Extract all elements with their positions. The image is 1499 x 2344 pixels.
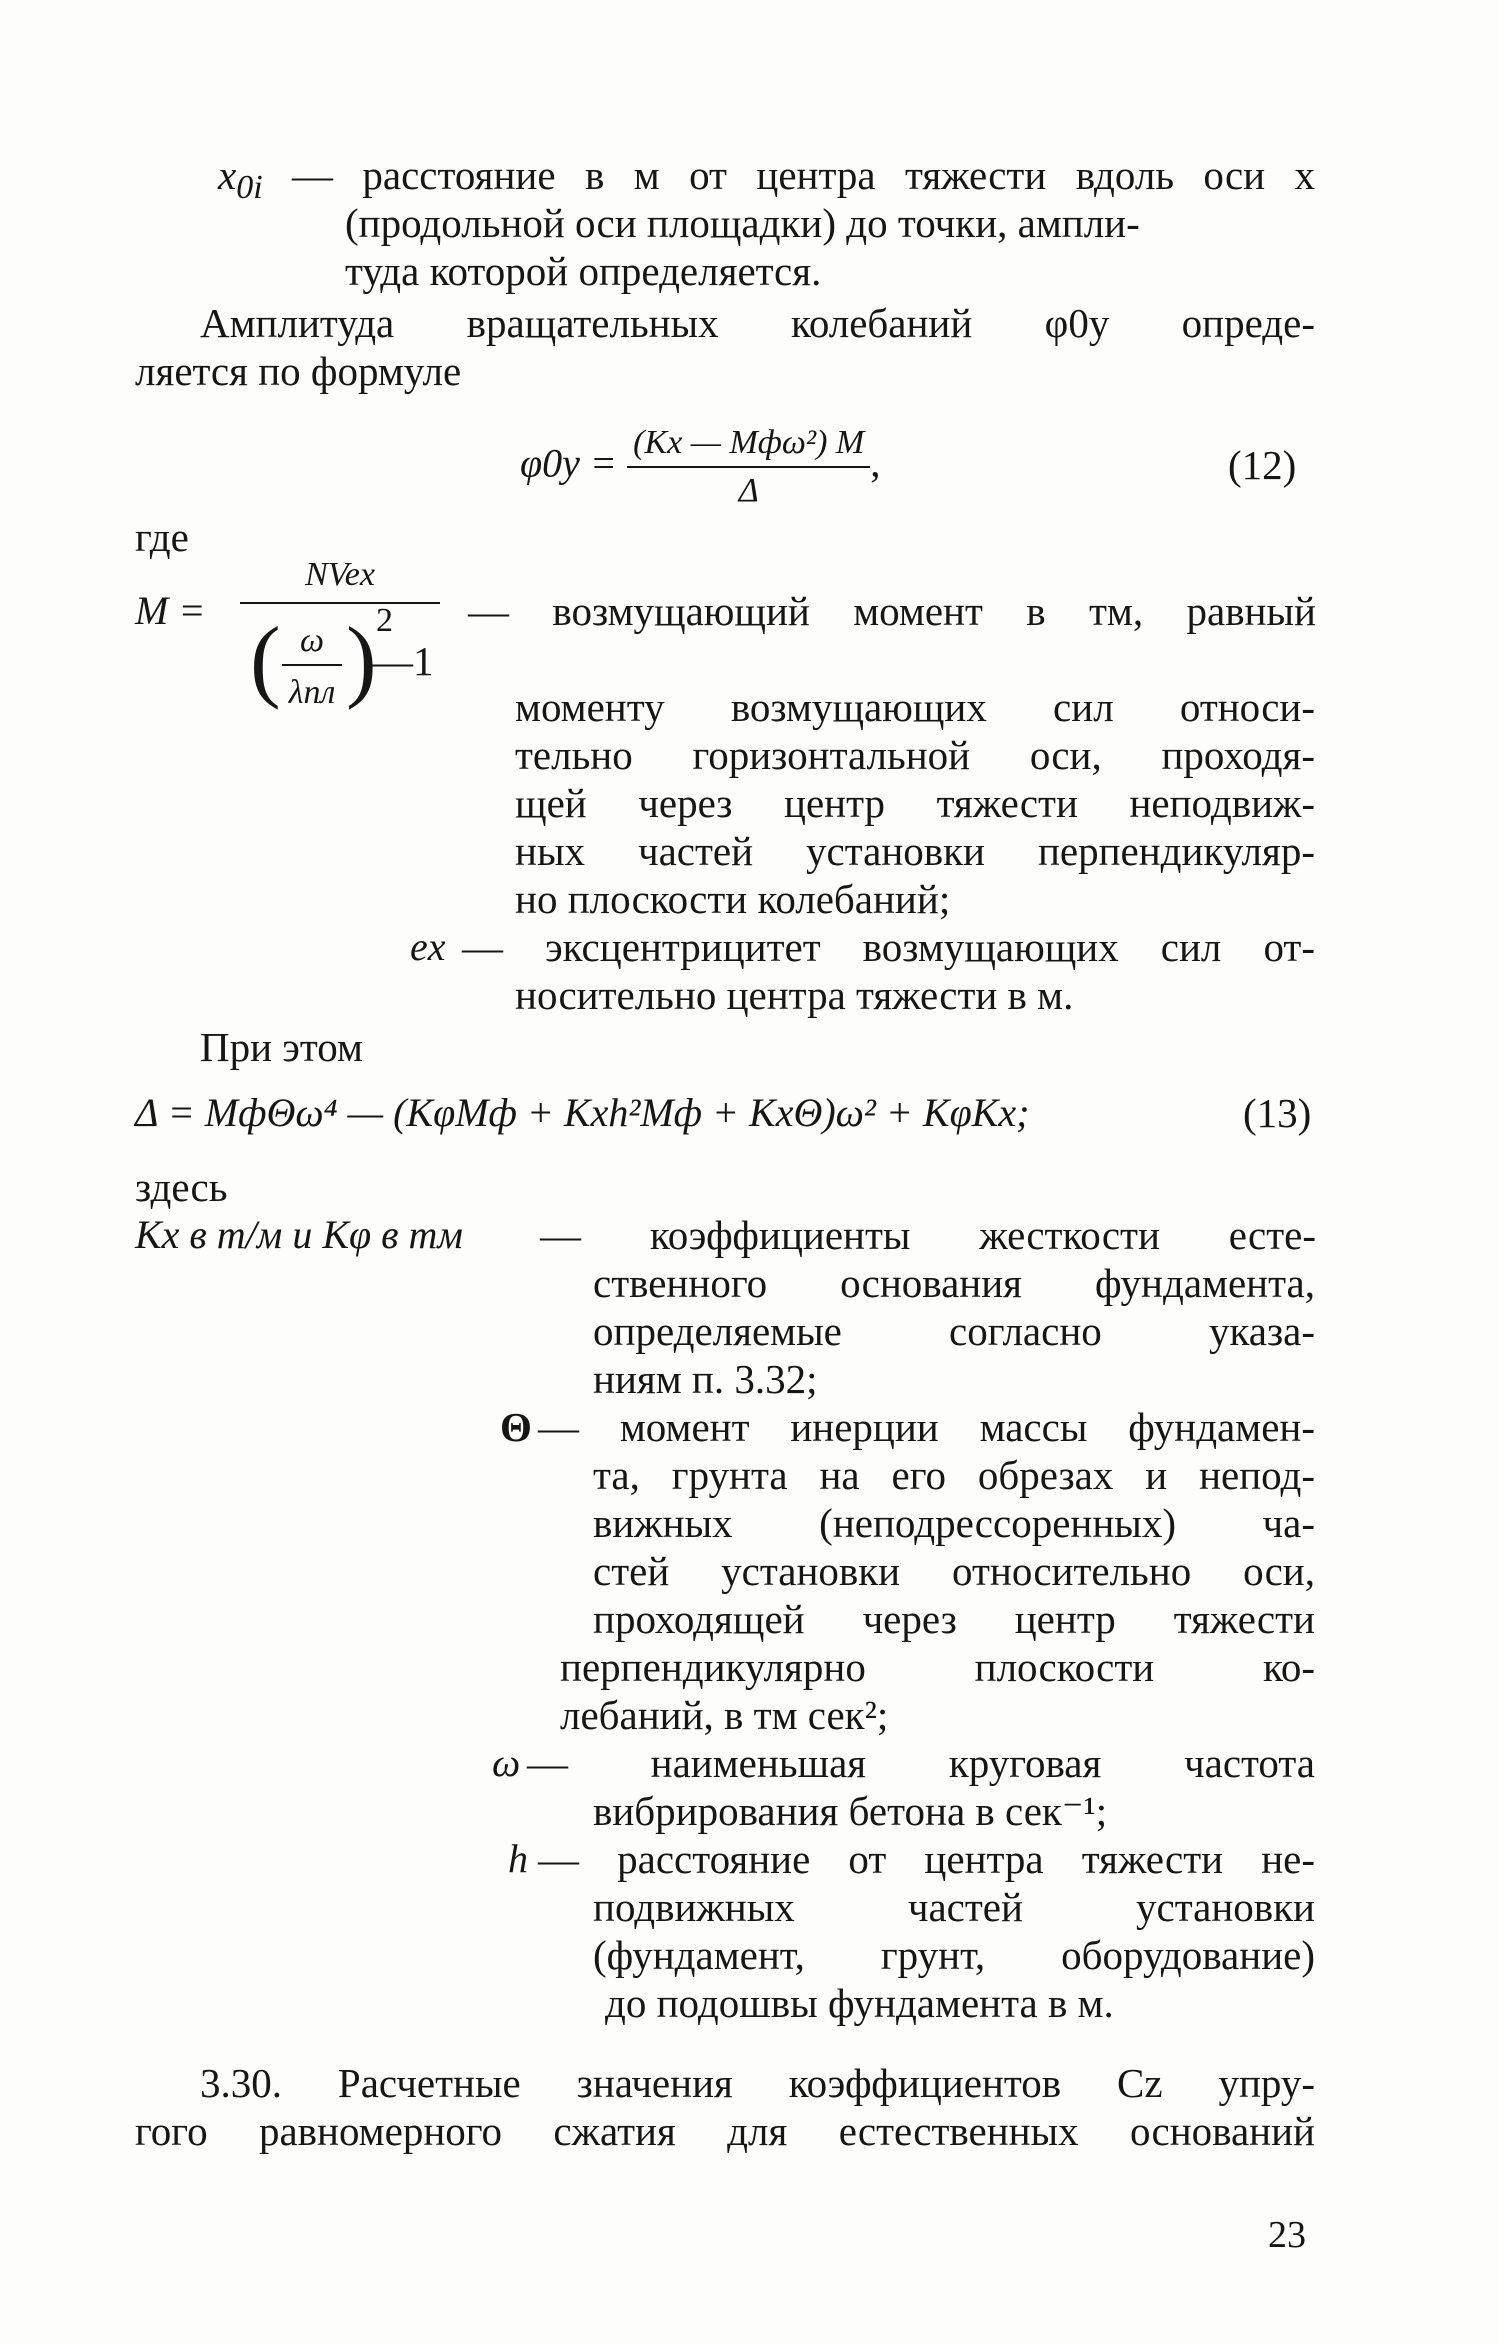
page-number: 23 [1268, 2214, 1306, 2256]
m-definition-line-2: моменту возмущающих сил относи- [515, 684, 1315, 730]
kx-definition-line-2: ственного основания фундамента, [593, 1260, 1315, 1306]
formula-12-numerator: (Kx — Mфω²) M [633, 424, 865, 461]
m-fraction: NVex ( ω λпл ) 2 —1 [240, 552, 440, 714]
h-definition-line-1: — расстояние от центра тяжести не- [538, 1836, 1315, 1882]
m-definition-line-5: ных частей установки перпендикуляр- [515, 828, 1315, 874]
formula-12-lhs: φ0y = [520, 440, 617, 486]
m-definition-line-4: щей через центр тяжести неподвиж- [515, 780, 1315, 826]
x0i-definition-line-2: (продольной оси площадки) до точки, ампли- [345, 200, 1140, 246]
theta-symbol: Θ [500, 1404, 532, 1450]
formula-12-number: (12) [1228, 442, 1297, 488]
x0i-definition-line-1: — расстояние в м от центра тяжести вдоль оси x [292, 152, 1315, 198]
ex-definition-line-2: носительно центра тяжести в м. [515, 972, 1074, 1018]
theta-definition-line-4: стей установки относительно оси, [593, 1548, 1315, 1594]
m-denominator-omega: ω [299, 622, 324, 659]
theta-definition-line-2: та, грунта на его обрезах и непод- [593, 1452, 1315, 1498]
h-definition-line-4: до подошвы фундамента в м. [605, 1980, 1114, 2026]
kx-definition-line-3: определяемые согласно указа- [593, 1308, 1315, 1354]
amplitude-paragraph-line-1: Амплитуда вращательных колебаний φ0y опреде- [200, 300, 1315, 346]
omega-definition-line-2: вибрирования бетона в сек⁻¹; [593, 1788, 1108, 1834]
kx-definition-line-4: ниям п. 3.32; [593, 1356, 818, 1402]
omega-definition-line-1: — наименьшая круговая частота [527, 1740, 1315, 1786]
m-definition-line-1: — возмущающий момент в тм, равный [468, 588, 1316, 634]
m-numerator: NVex [305, 556, 375, 593]
m-definition-line-3: тельно горизонтальной оси, проходя- [515, 732, 1315, 778]
where-label: где [135, 514, 189, 560]
formula-13: Δ = MфΘω⁴ — (KφMф + Kxh²Mф + KxΘ)ω² + KφKx; [135, 1090, 1030, 1135]
kx-label: Kx в т/м и Kφ в тм [135, 1212, 463, 1257]
formula-12-fraction [627, 420, 870, 514]
omega-symbol: ω [492, 1740, 521, 1785]
h-definition-line-3: (фундамент, грунт, оборудование) [593, 1932, 1315, 1978]
section-330-line-2: гого равномерного сжатия для естественных оснований [135, 2108, 1315, 2154]
h-definition-line-2: подвижных частей установки [593, 1884, 1315, 1930]
x0i-symbol: $x_{0i}$ [218, 152, 263, 207]
kx-definition-line-1: — коэффициенты жесткости есте- [540, 1212, 1316, 1258]
theta-definition-line-6: перпендикулярно плоскости ко- [560, 1644, 1315, 1690]
h-symbol: h [508, 1836, 528, 1881]
x0i-definition-line-3: туда которой определяется. [345, 248, 822, 294]
theta-definition-line-1: — момент инерции массы фундамен- [538, 1404, 1315, 1450]
m-lhs: M = [135, 588, 206, 633]
formula-12: φ0y = $\frac{\text{(Kx — Mфω²) M}}{\Delta}$ , [520, 420, 881, 514]
amplitude-paragraph-line-2: ляется по формуле [135, 348, 462, 394]
theta-definition-line-3: вижных (неподрессоренных) ча- [593, 1500, 1315, 1546]
theta-definition-line-5: проходящей через центр тяжести [593, 1596, 1315, 1642]
ex-symbol: ex [410, 924, 446, 969]
section-330-line-1: 3.30. Расчетные значения коэффициентов Cz упру- [200, 2060, 1315, 2106]
theta-definition-line-7: лебаний, в тм сек²; [560, 1692, 889, 1738]
formula-13-number: (13) [1243, 1090, 1312, 1136]
pri-etom: При этом [200, 1024, 363, 1070]
zdes-label: здесь [135, 1164, 228, 1210]
m-definition-line-6: но плоскости колебаний; [515, 876, 951, 922]
formula-12-denominator: Δ [738, 472, 759, 509]
ex-definition-line-1: — эксцентрицитет возмущающих сил от- [462, 924, 1315, 970]
m-denominator-lambda: λпл [288, 674, 336, 711]
